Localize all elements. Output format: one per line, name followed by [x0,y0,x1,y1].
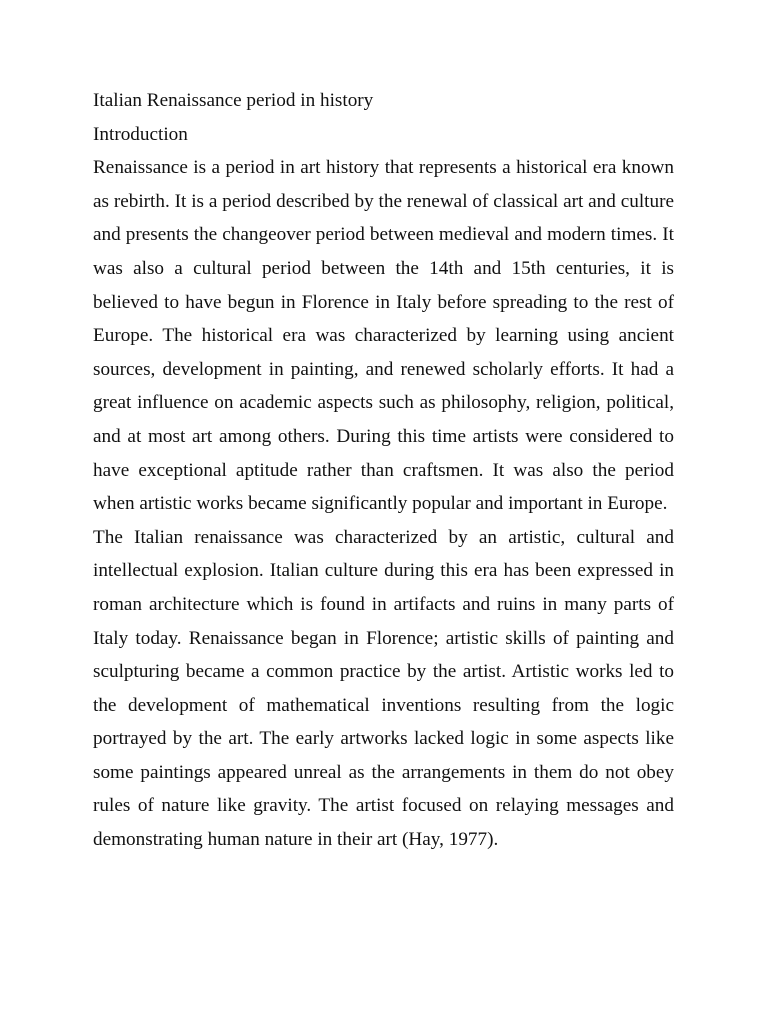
document-title: Italian Renaissance period in history [93,90,374,111]
paragraph-2: The Italian renaissance was characterized by an artistic, cultural and intellectual explosion. Italian culture during this era has been expressed in roman architecture which is found in artifacts and ruins in many parts of Italy today. Renaissance began in Florence; artistic skills of painting and sculpturing became a common practice by the artist. Artistic works led to the development of mathematical inventions resulting from the logic portrayed by the art. The early artworks lacked logic in some aspects like some paintings appeared unreal as the arrangements in them do not obey rules of nature like gravity. The artist focused on relaying messages and demonstrating human nature in their art (Hay, 1977). [93,526,674,851]
document-page [93,84,674,857]
section-heading: Introduction [93,123,188,145]
paragraph-1: Renaissance is a period in art history that represents a historical era known as rebirth. It is a period described by the renewal of classical art and culture and presents the changeover period between medieval and modern times. It was also a cultural period between the 14th and 15th centuries, it is believed to have begun in Florence in Italy before spreading to the rest of Europe. The historical era was characterized by learning using ancient sources, development in painting, and renewed scholarly efforts. It had a great influence on academic aspects such as philosophy, religion, political, and at most art among others. During this time artists were considered to have exceptional aptitude rather than craftsmen. It was also the period when artistic works became significantly popular and important in Europe. [93,157,674,515]
